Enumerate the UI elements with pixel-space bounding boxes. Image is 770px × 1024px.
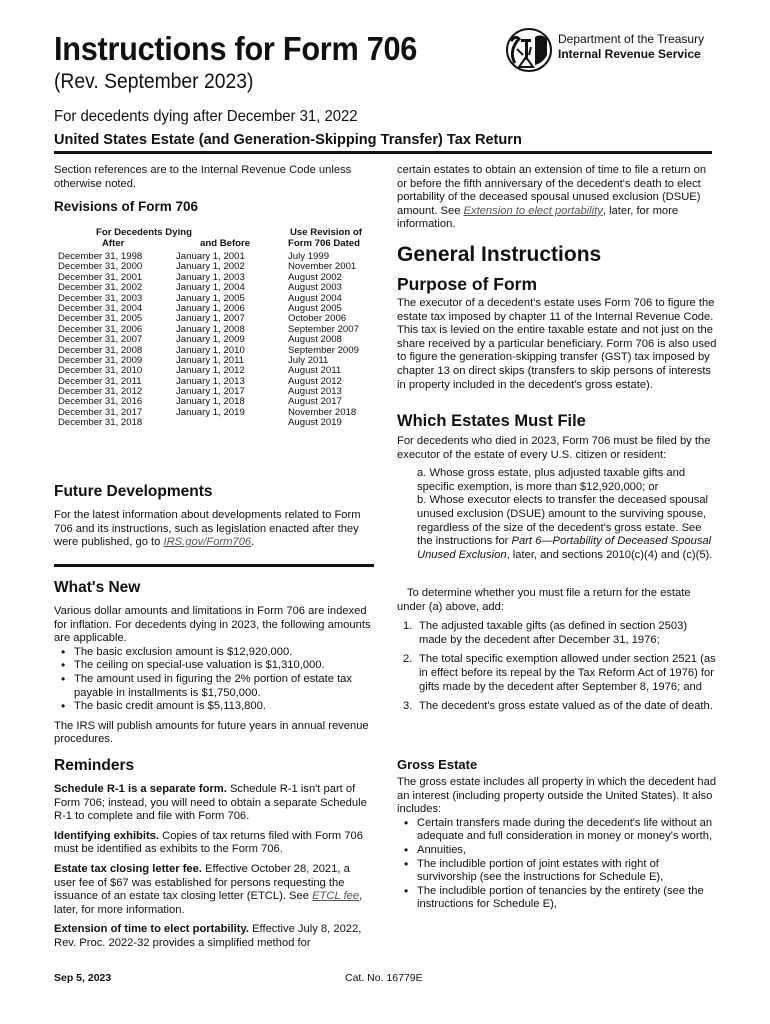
revisions-heading: Revisions of Form 706 — [54, 199, 199, 214]
list-item: • The amount used in figuring the 2% portion of estate tax payable in installments is $1,750,000. — [74, 673, 374, 700]
cell-revision: September 2007 — [288, 323, 359, 335]
revisions-table-body — [54, 252, 374, 429]
item-text: The total specific exemption allowed under section 2521 (as in effect before its repeal by the Tax Reform Act of 1976) for gifts made by the decedent after September 8, 1976; and — [419, 653, 716, 693]
cell-revision: July 2011 — [288, 354, 329, 366]
item-number: 3. — [403, 700, 413, 713]
list-item: • The basic credit amount is $5,113,800. — [74, 700, 374, 714]
list-item: • The basic exclusion amount is $12,920,000. — [74, 646, 374, 660]
list-item: • Annuities, — [417, 844, 717, 858]
purpose-text: The executor of a decedent's estate uses Form 706 to figure the estate tax imposed by chapter 11 of the Internal Revenue Code. This tax is levied on the entire taxable estate and not just on the share received by a particular beneficiary. Form 706 is also used to figure the generation-skipping transfer (GST) tax imposed by chapter 13 on direct skips (transfers to skip persons of interests in property included in the decedent's gross estate). — [397, 297, 717, 391]
future-developments-text: For the latest information about developments related to Form 706 and its instructions, such as legislation enacted after they were published, go to — [54, 509, 361, 549]
future-developments-paragraph — [54, 509, 374, 550]
section-references-text: Section references are to the Internal Revenue Code unless otherwise noted. — [54, 164, 352, 190]
footer-date: Sep 5, 2023 — [54, 972, 112, 984]
revision-date: (Rev. September 2023) — [54, 70, 254, 93]
reminder-extension-portability — [54, 923, 374, 950]
cell-after: December 31, 2002 — [58, 282, 143, 294]
section-references-note — [54, 164, 374, 191]
cell-after: December 31, 2017 — [58, 406, 143, 418]
cell-before: January 1, 2018 — [176, 396, 245, 408]
reminder-text-after: , later, for more information. — [54, 890, 363, 916]
which-estates-section — [397, 435, 717, 562]
reminder-lead: Schedule R-1 is a separate form. — [54, 783, 227, 795]
continued-end: , later, for more information. — [397, 204, 679, 231]
cell-after: December 31, 2008 — [58, 344, 143, 356]
revisions-table — [54, 228, 374, 429]
header-before: and Before — [200, 238, 251, 249]
cell-before: January 1, 2008 — [176, 323, 245, 335]
list-item: • The includible portion of tenancies by the entirety (see the instructions for Schedule E), — [417, 885, 717, 912]
determine-text: To determine whether you must file a return for the estate under (a) above, add: — [397, 587, 691, 613]
reminder-text: Effective October 28, 2021, a user fee of $67 was established for persons requesting the issuance of an estate tax closing letter (ETCL). See — [54, 862, 350, 903]
cell-revision: November 2018 — [288, 406, 357, 418]
agency-name — [558, 32, 704, 62]
table-row — [54, 335, 374, 345]
agency-service: Internal Revenue Service — [558, 47, 701, 61]
cell-revision: August 2003 — [288, 282, 342, 294]
cell-before: January 1, 2007 — [176, 313, 245, 325]
gross-estate-heading: Gross Estate — [397, 757, 478, 772]
cell-before: January 1, 2009 — [176, 334, 245, 346]
cell-revision: August 2017 — [288, 396, 342, 408]
cell-before: January 1, 2019 — [176, 406, 245, 418]
table-row — [54, 418, 374, 428]
cell-before: January 1, 2006 — [176, 302, 245, 314]
list-item: • The includible portion of joint estates with right of survivorship (see the instructions for Schedule E), — [417, 858, 717, 885]
determine-section — [397, 587, 717, 720]
list-item — [403, 700, 717, 714]
agency-department: Department of the Treasury — [558, 32, 705, 46]
whats-new-heading: What's New — [54, 579, 141, 596]
header-after: After — [102, 238, 125, 249]
cell-before: January 1, 2013 — [176, 375, 245, 387]
reminders-heading: Reminders — [54, 757, 135, 774]
cell-revision: August 2008 — [288, 334, 342, 346]
portability-continued — [397, 164, 717, 232]
cell-revision: October 2006 — [288, 313, 347, 325]
cell-revision: August 2012 — [288, 375, 342, 387]
cell-revision: September 2009 — [288, 344, 359, 356]
purpose-heading: Purpose of Form — [397, 274, 538, 294]
document-title: Instructions for Form 706 — [54, 30, 418, 67]
cell-revision: August 2013 — [288, 386, 342, 398]
item-number: 2. — [403, 653, 413, 666]
reminder-text: Schedule R-1 isn't part of Form 706; instead, you will need to obtain a separate Schedule R-1 to complete and file with Form 706. — [54, 783, 367, 823]
reminder-lead: Estate tax closing letter fee. — [54, 862, 202, 875]
header-rule — [54, 151, 712, 154]
cell-revision: August 2004 — [288, 292, 342, 304]
cell-before: January 1, 2001 — [176, 251, 245, 262]
cell-before: January 1, 2004 — [176, 282, 245, 294]
criterion-a: a. Whose gross estate, plus adjusted taxable gifts and specific exemption, is more than $12,920,000; or — [417, 467, 686, 493]
cell-revision: November 2001 — [288, 261, 357, 273]
irs-form706-link[interactable]: IRS.gov/Form706 — [163, 536, 252, 549]
cell-after: December 31, 2010 — [58, 365, 143, 377]
cell-before: January 1, 2002 — [176, 261, 245, 273]
applicability-line: For decedents dying after December 31, 2022 — [54, 108, 358, 125]
which-estates-criteria — [397, 467, 717, 562]
purpose-section — [397, 297, 717, 392]
general-instructions-heading: General Instructions — [397, 243, 602, 266]
cell-before: January 1, 2011 — [176, 354, 245, 366]
future-developments-heading: Future Developments — [54, 483, 213, 500]
cell-after: December 31, 2011 — [58, 375, 142, 387]
cell-revision: August 2002 — [288, 271, 342, 283]
criterion-b-italic: Part 6—Portability of Deceased Spousal Unused Exclusion — [417, 535, 712, 561]
gross-estate-intro: The gross estate includes all property in which the decedent had an interest (including property outside the United States). It also includes: — [397, 776, 717, 816]
cell-before: January 1, 2003 — [176, 271, 245, 283]
list-item: • Certain transfers made during the decedent's life without an adequate and full consideration in money or money's worth, — [417, 817, 717, 844]
etcl-fee-link[interactable]: ETCL fee — [312, 890, 360, 903]
continued-text: certain estates to obtain an extension of time to file a return on or before the fifth anniversary of the decedent's death to elect portability of the deceased spousal unused exclusion (DSUE) amount. See — [397, 164, 707, 217]
reminder-lead: Extension of time to elect portability. — [54, 923, 249, 936]
list-item — [403, 653, 717, 694]
cell-after: December 31, 2012 — [58, 386, 143, 398]
cell-after: December 31, 2007 — [58, 334, 143, 346]
period: . — [251, 536, 255, 549]
which-estates-intro: For decedents who died in 2023, Form 706 must be filed by the executor of the estate of every U.S. citizen or resident: — [397, 435, 711, 461]
criterion-b-text: b. Whose executor elects to transfer the deceased spousal unused exclusion (DSUE) amount to the surviving spouse, regardless of the size of the decedent's gross estate. See the instructions for — [417, 494, 709, 548]
section-divider — [54, 564, 374, 567]
revisions-table-header — [54, 228, 374, 252]
reminder-text: Effective July 8, 2022, Rev. Proc. 2022-32 provides a simplified method for — [54, 923, 362, 949]
form-subtitle: United States Estate (and Generation-Skipping Transfer) Tax Return — [54, 131, 522, 148]
whats-new-outro: The IRS will publish amounts for future years in annual revenue procedures. — [54, 719, 369, 746]
which-estates-heading: Which Estates Must File — [397, 412, 586, 430]
determine-list — [397, 620, 717, 714]
cell-before: January 1, 2012 — [176, 365, 245, 377]
criterion-b — [417, 494, 717, 562]
cell-after: December 31, 2001 — [58, 271, 143, 283]
whats-new-intro: Various dollar amounts and limitations in Form 706 are indexed for inflation. For decedents dying in 2023, the following amounts are applicable. — [54, 605, 371, 645]
cell-after: December 31, 2006 — [58, 323, 143, 335]
cell-after: December 31, 1998 — [58, 251, 143, 262]
criterion-b-after: , later, and sections 2010(c)(4) and (c)(5). — [506, 548, 713, 561]
header-decedents-dying: For Decedents Dying — [96, 227, 192, 238]
cell-after: December 31, 2003 — [58, 292, 143, 304]
list-item: • The ceiling on special-use valuation is $1,310,000. — [74, 659, 374, 673]
gross-estate-section — [397, 776, 717, 912]
whats-new-section — [54, 605, 374, 747]
cell-revision: August 2005 — [288, 302, 342, 314]
cell-revision: August 2011 — [288, 365, 342, 377]
cell-after: December 31, 2000 — [58, 261, 143, 273]
reminder-schedule-r1 — [54, 783, 374, 824]
irs-eagle-logo-icon — [505, 27, 553, 73]
whats-new-bullets — [54, 646, 374, 714]
gross-estate-bullets — [397, 817, 717, 912]
cell-before: January 1, 2017 — [176, 386, 245, 398]
cell-before: January 1, 2005 — [176, 292, 245, 304]
item-number: 1. — [403, 620, 413, 633]
reminder-lead: Identifying exhibits. — [54, 829, 160, 842]
catalog-number: Cat. No. 16779E — [345, 972, 423, 984]
cell-after: December 31, 2009 — [58, 354, 143, 366]
reminder-text: Copies of tax returns filed with Form 706 must be identified as exhibits to the Form 706. — [54, 829, 363, 856]
cell-after: December 31, 2004 — [58, 302, 143, 314]
cell-before: January 1, 2010 — [176, 344, 245, 356]
cell-after: December 31, 2018 — [58, 417, 143, 429]
item-text: The decedent's gross estate valued as of the date of death. — [419, 700, 713, 713]
header-form-dated: Form 706 Dated — [288, 238, 360, 249]
reminder-closing-letter-fee — [54, 863, 374, 917]
cell-revision: August 2019 — [288, 417, 342, 429]
extension-portability-link[interactable]: Extension to elect portability — [463, 204, 603, 217]
reminders-section — [54, 783, 374, 951]
list-item — [403, 620, 717, 647]
cell-after: December 31, 2005 — [58, 313, 143, 325]
item-text: The adjusted taxable gifts (as defined in section 2503) made by the decedent after December 31, 1976; — [419, 620, 688, 646]
cell-revision: July 1999 — [288, 251, 330, 262]
header-use-revision: Use Revision of — [290, 227, 362, 238]
reminder-identifying-exhibits — [54, 830, 374, 857]
cell-after: December 31, 2016 — [58, 396, 143, 408]
table-row — [54, 283, 374, 293]
